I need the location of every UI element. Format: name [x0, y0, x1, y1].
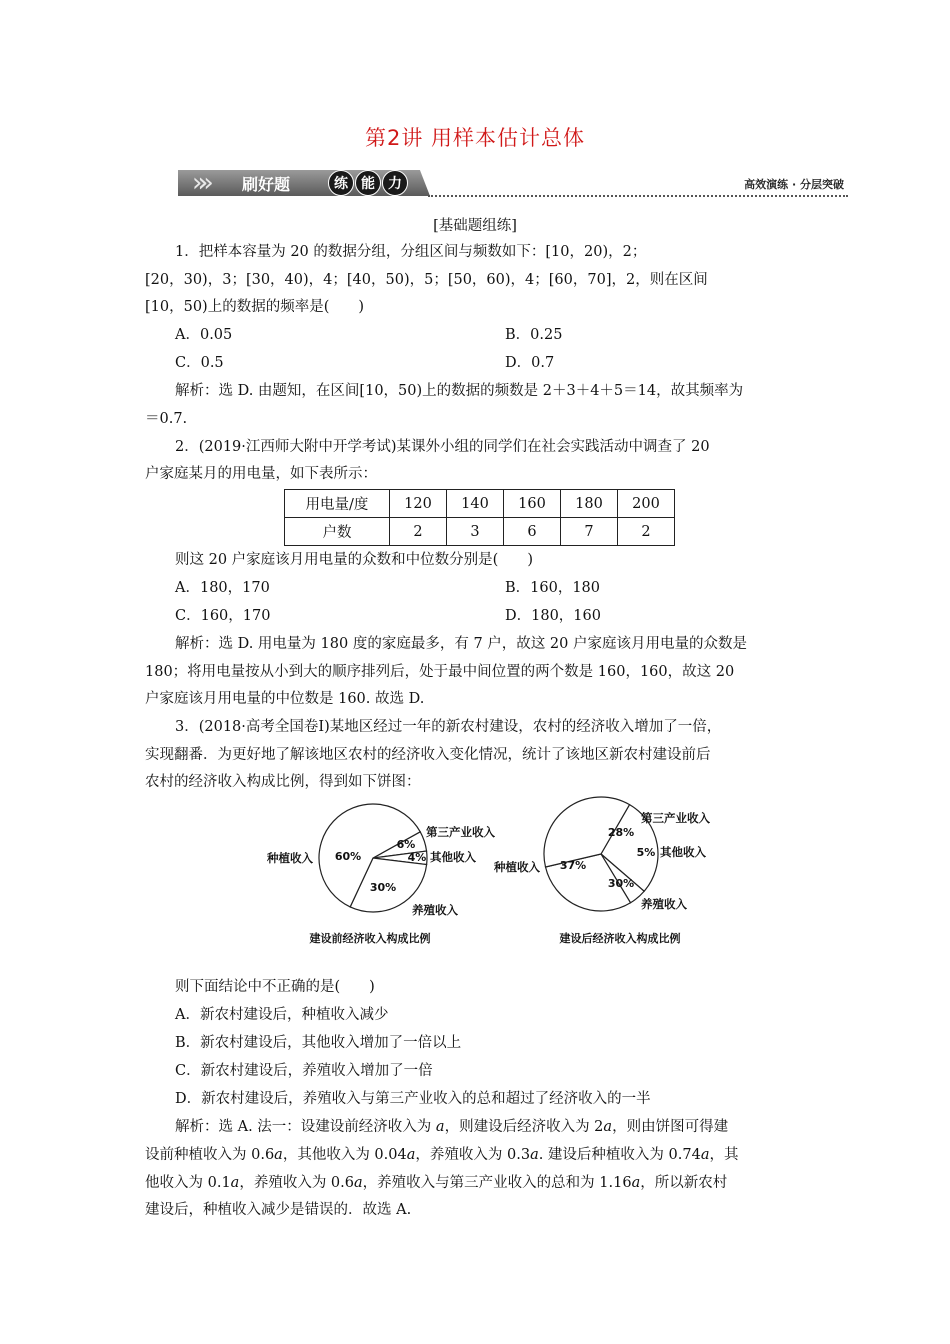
q1-line: [10，50)上的数据的频率是( ) — [145, 299, 365, 315]
q1-option-a: A．0.05 — [175, 327, 233, 343]
pie-category-label: 第三产业收入 — [641, 811, 710, 825]
table-cell: 160 — [504, 490, 561, 518]
table-cell: 6 — [504, 518, 561, 546]
table-cell: 200 — [618, 490, 675, 518]
q1-option-d: D．0.7 — [505, 355, 555, 371]
banner-dotted-line — [428, 195, 848, 197]
q2-line: 2．(2019·江西师大附中开学考试)某课外小组的同学们在社会实践活动中调查了 20 — [175, 439, 710, 455]
banner-circle-group — [328, 170, 408, 196]
q1-option-b: B．0.25 — [505, 327, 563, 343]
q2-solution-line: 户家庭该月用电量的中位数是 160. 故选 D. — [145, 691, 425, 707]
pie-category-label: 其他收入 — [430, 850, 476, 864]
q3-option-b: B．新农村建设后，其他收入增加了一倍以上 — [175, 1035, 462, 1051]
q3-line: 实现翻番．为更好地了解该地区农村的经济收入变化情况，统计了该地区新农村建设前后 — [145, 747, 711, 763]
pie-category-label: 种植收入 — [494, 860, 540, 874]
q3-option-c: C．新农村建设后，养殖收入增加了一倍 — [175, 1063, 433, 1079]
pie-value-label: 60% — [334, 850, 362, 863]
pie-chart-title: 建设前经济收入构成比例 — [309, 932, 431, 945]
q2-line: 户家庭某月的用电量，如下表所示： — [145, 466, 377, 482]
chevron-right-icon: »» — [192, 168, 204, 198]
banner-circle-char: 练 — [328, 170, 354, 196]
table-cell: 120 — [390, 490, 447, 518]
table-cell: 140 — [447, 490, 504, 518]
section-title: [基础题组练] — [433, 218, 517, 234]
pie-value-label: 5% — [636, 846, 656, 859]
pie-category-label: 其他收入 — [660, 845, 706, 859]
q2-solution-line: 180；将用电量按从小到大的顺序排列后，处于最中间位置的两个数是 160，160，故这 20 — [145, 664, 735, 680]
pie-charts — [255, 796, 725, 956]
q2-option-a: A．180，170 — [175, 580, 270, 596]
q1-solution-line: 解析：选 D. 由题知，在区间[10，50)上的数据的频数是 2＋3＋4＋5＝14，故其频率为 — [175, 383, 744, 399]
q2-option-b: B．160，180 — [505, 580, 601, 596]
table-cell: 2 — [390, 518, 447, 546]
q3-solution-line: 他收入为 0.1a，养殖收入为 0.6a，养殖收入与第三产业收入的总和为 1.16a，所以新农村 — [145, 1175, 728, 1191]
q3-line: 农村的经济收入构成比例，得到如下饼图： — [145, 774, 421, 790]
table-row — [285, 490, 675, 518]
banner-right-text: 高效演练 · 分层突破 — [744, 178, 844, 191]
pie-value-label: 6% — [396, 838, 416, 851]
table-header-cell: 用电量/度 — [285, 490, 390, 518]
page-title: 第2讲 用样本估计总体 — [364, 126, 586, 150]
table-cell: 7 — [561, 518, 618, 546]
q2-question: 则这 20 户家庭该月用电量的众数和中位数分别是( ) — [175, 552, 533, 568]
q2-option-d: D．180，160 — [505, 608, 601, 624]
q3-solution-line: 建设后，种植收入减少是错误的．故选 A. — [145, 1202, 412, 1218]
pie-chart-title: 建设后经济收入构成比例 — [559, 932, 681, 945]
pie-category-label: 养殖收入 — [412, 903, 458, 917]
q3-solution-line: 设前种植收入为 0.6a，其他收入为 0.04a，养殖收入为 0.3a. 建设后种植收入为 0.74a，其 — [145, 1147, 739, 1163]
table-cell: 2 — [618, 518, 675, 546]
electricity-table — [284, 489, 675, 546]
pie-value-label: 4% — [407, 851, 427, 864]
pie-value-label: 30% — [369, 881, 397, 894]
banner-circle-char: 力 — [382, 170, 408, 196]
pie-category-label: 种植收入 — [267, 851, 313, 865]
q3-option-a: A．新农村建设后，种植收入减少 — [175, 1007, 389, 1023]
table-header-cell: 户数 — [285, 518, 390, 546]
pie-value-label: 28% — [607, 826, 635, 839]
pie-value-label: 30% — [607, 877, 635, 890]
pie-value-label: 37% — [559, 859, 587, 872]
q3-line: 3．(2018·高考全国卷Ⅰ)某地区经过一年的新农村建设，农村的经济收入增加了一倍， — [175, 719, 722, 735]
pie-category-label: 养殖收入 — [641, 897, 687, 911]
q1-solution-line: ＝0.7. — [145, 411, 188, 427]
q2-option-c: C．160，170 — [175, 608, 271, 624]
q3-question: 则下面结论中不正确的是( ) — [175, 979, 375, 995]
q2-solution-line: 解析：选 D. 用电量为 180 度的家庭最多，有 7 户，故这 20 户家庭该月用电量的众数是 — [175, 636, 747, 652]
q3-option-d: D．新农村建设后，养殖收入与第三产业收入的总和超过了经济收入的一半 — [175, 1091, 651, 1107]
section-banner — [178, 168, 848, 198]
q1-line: [20，30)，3；[30，40)，4；[40，50)，5；[50，60)，4；[60，70]，2，则在区间 — [145, 272, 708, 288]
q1-line: 1．把样本容量为 20 的数据分组，分组区间与频数如下：[10，20)，2； — [175, 244, 647, 260]
banner-circle-char: 能 — [355, 170, 381, 196]
table-cell: 180 — [561, 490, 618, 518]
pie-category-label: 第三产业收入 — [426, 825, 495, 839]
table-cell: 3 — [447, 518, 504, 546]
q3-solution-line: 解析：选 A. 法一：设建设前经济收入为 a，则建设后经济收入为 2a，则由饼图可得建 — [175, 1119, 729, 1135]
table-row — [285, 518, 675, 546]
q1-option-c: C．0.5 — [175, 355, 224, 371]
banner-label: 刷好题 — [242, 175, 291, 194]
pie-charts-svg — [255, 796, 725, 956]
